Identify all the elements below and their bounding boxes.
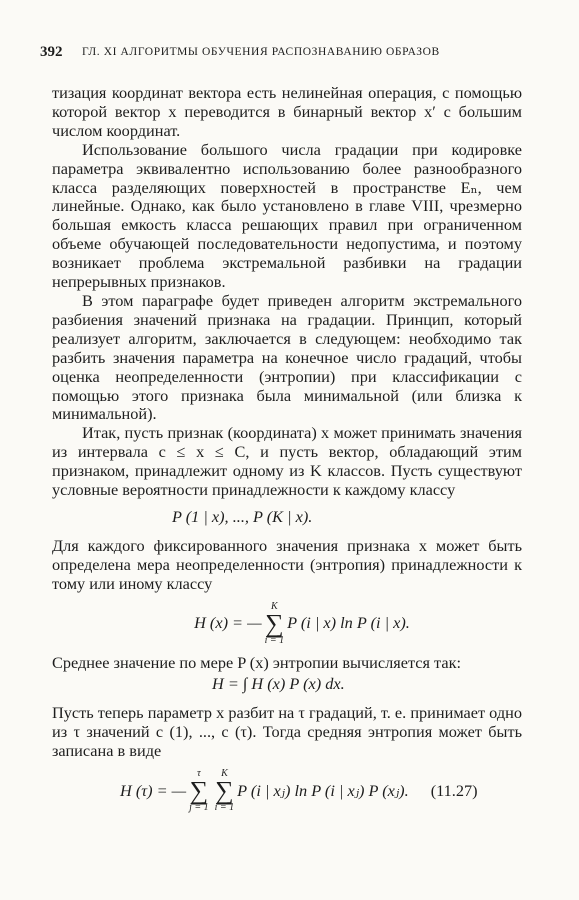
- sum-j-upper-limit: τ: [197, 768, 201, 780]
- paragraph-7: Пусть теперь параметр x разбит на τ градаций, т. е. принимает одно из τ значений c (1), ..., c (τ). Тогда средняя энтропия может быть записана в виде: [52, 703, 522, 761]
- entropy-lhs: H (x) = —: [194, 613, 262, 633]
- sum-i-upper-limit: K: [221, 768, 228, 780]
- sum-i-lower-limit: i = 1: [214, 802, 235, 814]
- sigma-glyph: ∑: [265, 608, 284, 638]
- avg-entropy-rhs: P (i | xⱼ) ln P (i | xⱼ) P (xⱼ).: [237, 780, 409, 800]
- sigma-glyph: ∑: [189, 776, 209, 806]
- sum-lower-limit: i = 1: [264, 634, 285, 646]
- paragraph-2: Использование большого числа градации при кодировке параметра эквивалентно использованию более разнообразного класса разделяющих поверхностей в пространстве Eₙ, чем линейные. Однако, как было установлено в главе VIII, чрезмерно большая емкость класса решающих правил при ограниченном объеме обучающей последовательности недопустима, и поэтому возникает проблема экстремальной разбивки на градации непрерывных признаков.: [52, 139, 522, 292]
- equation-number: (11.27): [430, 780, 478, 800]
- sum-j-lower-limit: j = 1: [189, 802, 209, 814]
- sum-symbol-i: [215, 769, 235, 813]
- sum-symbol-j: [189, 769, 209, 813]
- paragraph-3: В этом параграфе будет приведен алгоритм экстремального разбиения значений признака на градации. Принцип, который реализует алгоритм, заключается в следующем: необходимо так разбить значения параметра на конечное число градаций, чтобы оценка неопределенности (энтропии) при классификации с помощью этого признака была минимальной (или близка к минимальной).: [52, 290, 522, 424]
- avg-entropy-lhs: H (τ) = —: [120, 780, 187, 800]
- equation-11-27: [120, 769, 522, 813]
- running-header: [40, 44, 540, 66]
- equation-entropy: [82, 602, 522, 646]
- paragraph-5: Для каждого фиксированного значения признака x может быть определена мера неопределенности (энтропия) принадлежности к тому или иному классу: [52, 535, 522, 593]
- paragraph-4: Итак, пусть признак (координата) x может принимать значения из интервала c ≤ x ≤ C, и пусть вектор, обладающий этим признаком, принадлежит одному из K классов. Пусть существуют условные вероятности принадлежности к каждому классу: [52, 423, 522, 500]
- sum-upper-limit: K: [271, 600, 278, 612]
- page-body: [52, 84, 522, 813]
- page-number: 392: [40, 44, 63, 60]
- sigma-glyph: ∑: [215, 776, 234, 806]
- sum-symbol: [265, 602, 285, 646]
- paragraph-6: Среднее значение по мере P (x) энтропии вычисляется так:: [52, 652, 462, 672]
- equation-mean-entropy: H = ∫ H (x) P (x) dx.: [212, 674, 345, 694]
- entropy-rhs: P (i | x) ln P (i | x).: [287, 613, 410, 633]
- running-title: ГЛ. XI АЛГОРИТМЫ ОБУЧЕНИЯ РАСПОЗНАВАНИЮ ОБРАЗОВ: [81, 46, 440, 58]
- equation-conditional-probabilities: P (1 | x), ..., P (K | x).: [172, 506, 313, 526]
- paragraph-1: тизация координат вектора есть нелинейная операция, с помощью которой вектор x переводится в бинарный вектор x′ с большим числом координат.: [52, 83, 522, 140]
